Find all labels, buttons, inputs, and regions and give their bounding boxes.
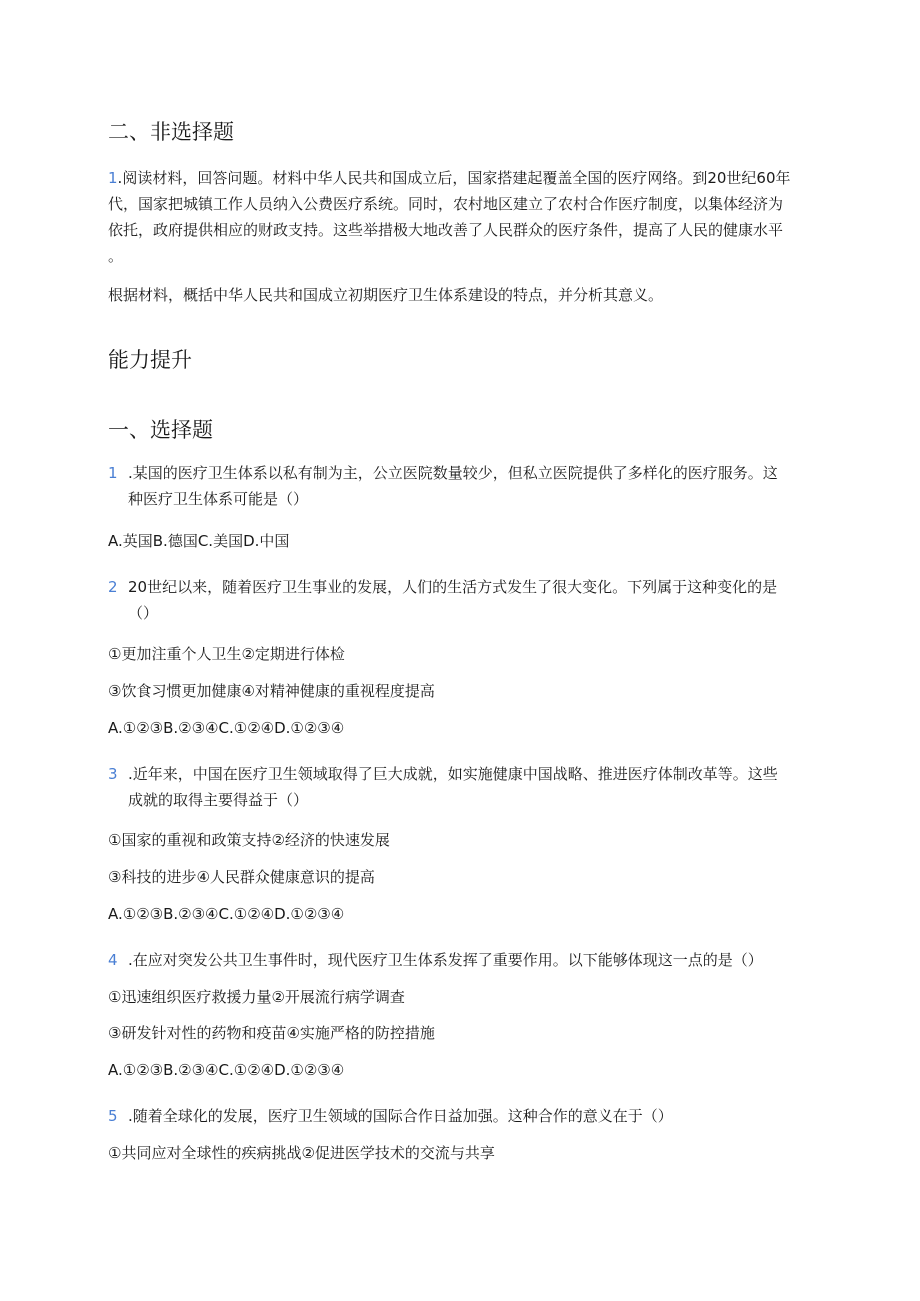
question-text: .阅读材料，回答问题。材料中华人民共和国成立后，国家搭建起覆盖全国的医疗网络。到20世纪60年 xyxy=(117,169,791,187)
choice-question-3-answers: A.①②③B.②③④C.①②④D.①②③④ xyxy=(108,905,345,923)
material-question-prompt: 根据材料，概括中华人民共和国成立初期医疗卫生体系建设的特点，并分析其意义。 xyxy=(108,286,664,304)
material-question-line-2: 代，国家把城镇工作人员纳入公费医疗系统。同时，农村地区建立了农村合作医疗制度，以集体经济为 xyxy=(108,195,784,213)
question-text: .随着全球化的发展，医疗卫生领域的国际合作日益加强。这种合作的意义在于（） xyxy=(128,1107,673,1125)
question-text: .近年来，中国在医疗卫生领域取得了巨大成就，如实施健康中国战略、推进医疗体制改革等。这些 xyxy=(128,765,778,783)
choice-question-1-answers: A.英国B.德国C.美国D.中国 xyxy=(108,532,290,550)
choice-question-1-line-1 xyxy=(108,460,778,486)
question-number: 5 xyxy=(108,1107,118,1125)
choice-question-1-line-2: 种医疗卫生体系可能是（） xyxy=(128,490,309,508)
choice-question-2-line-2: （） xyxy=(128,604,159,622)
question-number: 4 xyxy=(108,951,118,969)
question-text: 20世纪以来，随着医疗卫生事业的发展，人们的生活方式发生了很大变化。下列属于这种变化的是 xyxy=(128,578,778,596)
question-number: 2 xyxy=(108,578,118,596)
question-number: 1 xyxy=(108,464,118,482)
choice-question-4-answers: A.①②③B.②③④C.①②④D.①②③④ xyxy=(108,1061,345,1079)
question-number: 3 xyxy=(108,765,118,783)
question-text: .在应对突发公共卫生事件时，现代医疗卫生体系发挥了重要作用。以下能够体现这一点的是（） xyxy=(128,951,763,969)
question-number: 1 xyxy=(108,169,118,187)
choice-question-5-item-1: ①共同应对全球性的疾病挑战②促进医学技术的交流与共享 xyxy=(108,1144,495,1162)
choice-question-5-line-1 xyxy=(108,1103,673,1129)
material-question-line-1 xyxy=(108,165,791,191)
choice-question-2-item-2: ③饮食习惯更加健康④对精神健康的重视程度提高 xyxy=(108,682,435,700)
section-heading-choice: 一、选择题 xyxy=(108,418,213,442)
choice-question-3-item-1: ①国家的重视和政策支持②经济的快速发展 xyxy=(108,831,390,849)
material-question-line-3: 依托，政府提供相应的财政支持。这些举措极大地改善了人民群众的医疗条件，提高了人民的健康水平 xyxy=(108,221,784,239)
choice-question-4-item-1: ①迅速组织医疗救援力量②开展流行病学调查 xyxy=(108,988,405,1006)
question-text: .某国的医疗卫生体系以私有制为主，公立医院数量较少，但私立医院提供了多样化的医疗服务。这 xyxy=(128,464,778,482)
choice-question-3-item-2: ③科技的进步④人民群众健康意识的提高 xyxy=(108,868,375,886)
chapter-heading: 能力提升 xyxy=(108,348,192,372)
choice-question-4-line-1 xyxy=(108,947,763,973)
choice-question-3-line-2: 成就的取得主要得益于（） xyxy=(128,791,309,809)
choice-question-3-line-1 xyxy=(108,761,778,787)
choice-question-2-item-1: ①更加注重个人卫生②定期进行体检 xyxy=(108,645,345,663)
material-question-line-4: 。 xyxy=(108,247,124,265)
section-heading-non-choice: 二、非选择题 xyxy=(108,120,234,144)
choice-question-2-line-1 xyxy=(108,574,777,600)
choice-question-4-item-2: ③研发针对性的药物和疫苗④实施严格的防控措施 xyxy=(108,1024,435,1042)
choice-question-2-answers: A.①②③B.②③④C.①②④D.①②③④ xyxy=(108,719,345,737)
